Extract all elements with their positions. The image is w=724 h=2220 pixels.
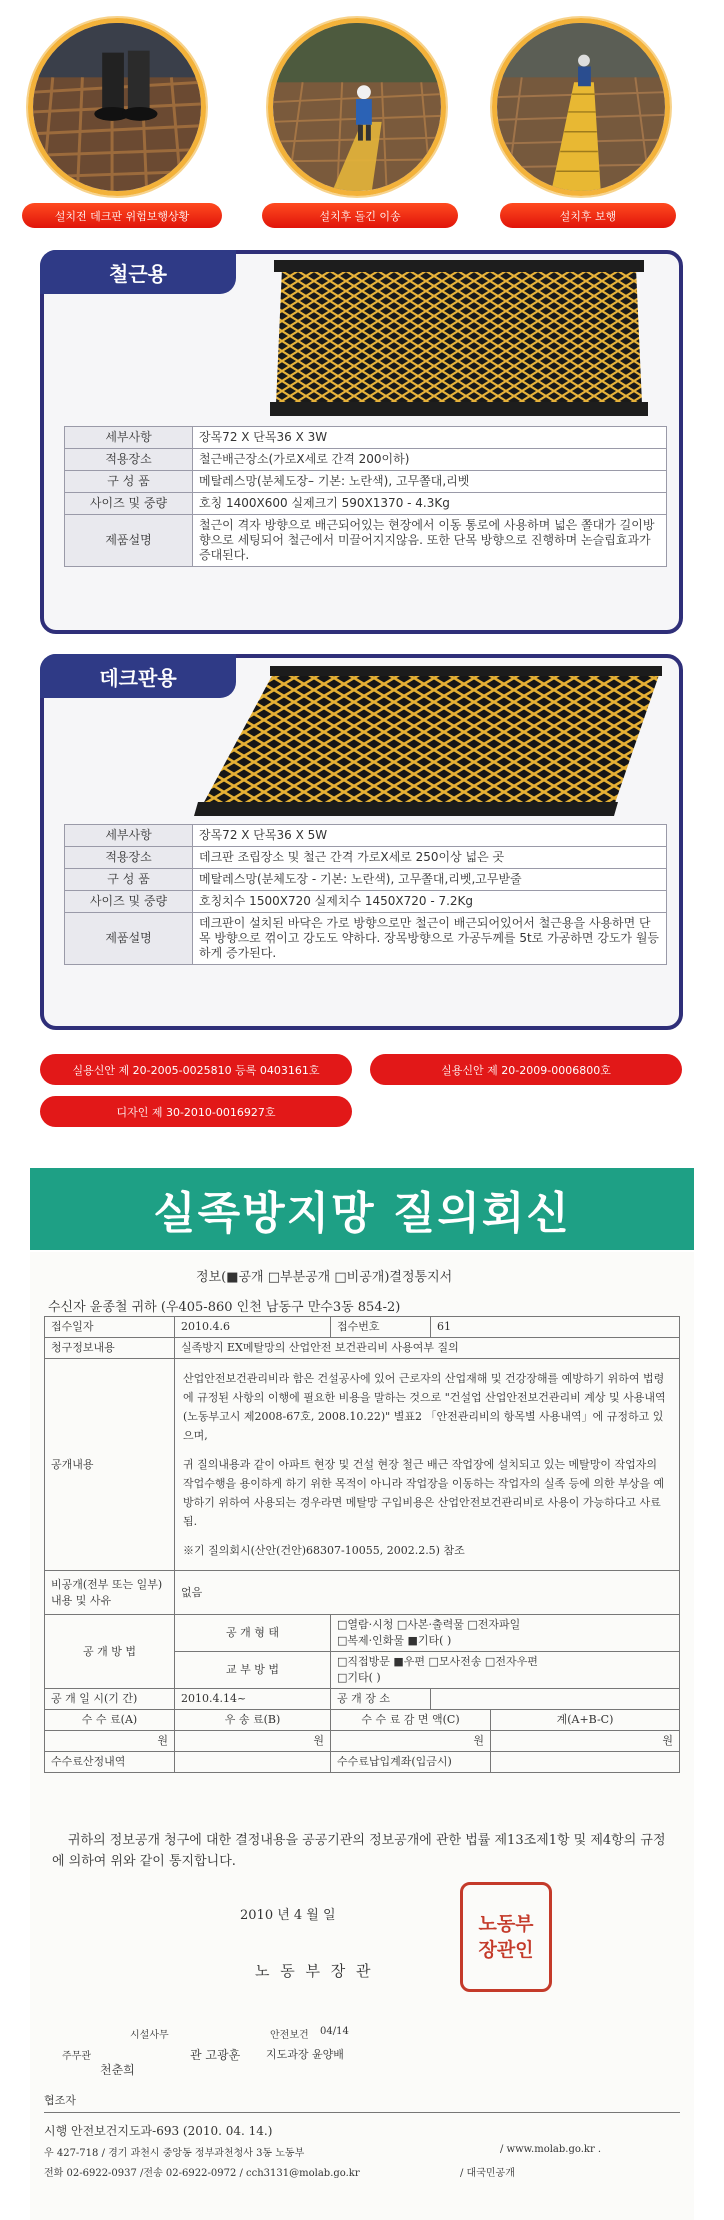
- notice-date: 2010 년 4 월 일: [240, 1908, 336, 1923]
- disclosure-note: ※기 질의회시(산안(건안)68307-10055, 2002.2.5) 참조: [183, 1544, 465, 1557]
- table-row: 사이즈 및 중량 호칭 1400X600 실제크기 590X1370 - 4.3Kg: [65, 493, 667, 515]
- patent-badge-utility-2: 실용신안 제 20-2009-0006800호: [370, 1054, 682, 1085]
- product-deck: [40, 654, 683, 1030]
- reviewer-name: 관 고광훈: [190, 2048, 241, 2062]
- installation-photos: [0, 0, 724, 232]
- doc-website: / www.molab.go.kr .: [500, 2144, 602, 2155]
- table-row: 접수일자 2010.4.6 접수번호 61: [45, 1317, 680, 1338]
- table-row: 제품설명 데크판이 설치된 바닥은 가로 방향으로만 철근이 배근되어있어서 철근용을 사용하면 단목 방향으로 꺾이고 강도도 약하다. 장목방향으로 가공두께를 5t로 가공하면 강도가 월등하게 증가된다.: [65, 913, 667, 965]
- caption-after: 설치후 보행: [500, 203, 676, 228]
- disclosure-paragraph-1: 산업안전보건관리비라 함은 건설공사에 있어 근로자의 산업재해 및 건강장해를 예방하기 위하여 법령에 규정된 사항의 이행에 필요한 비용을 말하는 것으로 "건설업 산업안전보건관리비 계상 및 사용내역(노동부고시 제2008-67호, 2008.10.22)" 별표2 「안전관리비의 항목별 사용내역」에 규정하고 있으며,: [183, 1372, 666, 1442]
- patent-badge-utility-1: 실용신안 제 20-2005-0025810 등록 0403161호: [40, 1054, 352, 1085]
- drafter-name: 천춘희: [100, 2063, 135, 2077]
- photo-before-install: [28, 18, 206, 196]
- form-title: 정보(■공개 □부분공개 □비공개)결정통지서: [196, 1270, 453, 1285]
- product-rebar-title: 철근용: [40, 250, 236, 294]
- approver-name: 지도과장 윤양배: [266, 2048, 344, 2061]
- walkway-photo: [497, 23, 665, 191]
- rebar-deck-photo: [33, 23, 201, 191]
- doc-section-header: 실족방지망 질의회신: [30, 1168, 694, 1250]
- photo-rebar-transport: [268, 18, 446, 196]
- table-row: 공 개 일 시(기 간) 2010.4.14~ 공 개 장 소: [45, 1689, 680, 1710]
- table-row: 공 개 방 법 공 개 형 태 □열람·시청 □사본·출력물 □전자파일 □복제·인화물 ■기타( ): [45, 1615, 680, 1652]
- table-row: 적용장소 철근배근장소(가로X세로 간격 200이하): [65, 449, 667, 471]
- divider: [44, 2112, 680, 2113]
- table-row: 수 수 료(A) 우 송 료(B) 수 수 료 감 면 액(C) 계(A+B-C): [45, 1710, 680, 1731]
- caption-before: 설치전 데크판 위험보행상황: [22, 203, 222, 228]
- table-row: 사이즈 및 중량 호칭치수 1500X720 실제치수 1450X720 - 7.2Kg: [65, 891, 667, 913]
- disclosure-paragraph-2: 귀 질의내용과 같이 아파트 현장 및 건설 현장 철근 배근 작업장에 설치되고 있는 메탈망이 작업자의 작업수행을 용이하게 하기 위한 목적이 아니라 작업장을 이동하는 작업자의 실족 등에 의한 부상을 예방하기 위하여 사용되는 경우라면 메탈망 구입비용은 산업안전보건관리비로 사용이 가능하다고 사료됨.: [183, 1458, 665, 1528]
- worker-carrying-photo: [273, 23, 441, 191]
- table-row: 제품설명 철근이 격자 방향으로 배근되어있는 현장에서 이동 통로에 사용하며 넓은 쫄대가 길이방향으로 세팅되어 철근에서 미끌어지지않음. 또한 단목 방향으로 진행하며 논슬립효과가 증대된다.: [65, 515, 667, 567]
- table-row: 공개내용 산업안전보건관리비라 함은 건설공사에 있어 근로자의 산업재해 및 건강장해를 예방하기 위하여 법령에 규정된 사항의 이행에 필요한 비용을 말하는 것으로 "건설업 산업안전보건관리비 계상 및 사용내역(노동부고시 제2008-67호, 2008.10.22)" 별표2 「안전관리비의 항목별 사용내역」에 규정하고 있으며, 귀 질의내용과 같이 아파트 현장 및 건설 현장 철근 배근 작업장에 설치되고 있는 메탈망이 작업자의 작업수행을 용이하게 하기 위한 목적이 아니라 작업장을 이동하는 작업자의 실족 등에 의한 부상을 예방하기 위하여 사용되는 경우라면 메탈망 구입비용은 산업안전보건관리비로 사용이 가능하다고 사료됨. ※기 질의회시(산안(건안)68307-10055, 2002.2.5) 참조: [45, 1359, 680, 1571]
- table-row: 구 성 품 메탈레스망(분체도장– 기본: 노란색), 고무쫄대,리벳: [65, 471, 667, 493]
- patent-badge-design: 디자인 제 30-2010-0016927호: [40, 1096, 352, 1127]
- table-row: 세부사항 장목72 X 단목36 X 3W: [65, 427, 667, 449]
- recipient: 수신자 윤종철 귀하 (우405-860 인천 남동구 만수3동 854-2): [48, 1300, 401, 1315]
- official-reply-document: 정보(■공개 □부분공개 □비공개)결정통지서 수신자 윤종철 귀하 (우405-860 인천 남동구 만수3동 854-2) 접수일자 2010.4.6 접수번호 61 청구정보내용 실족방지 EX메탈망의 산업안전 보건관리비 사용여부 질의 공개내용 산업안전보건관리비라 함은 건설공사에 있어 근로자의 산업재해 및 건강장해를 예방하기 위하여 법령에 규정된 사항의 이행에 필요한 비용을 말하는 것으로 "건설업 산업안전보건관리비 계상 및 사용내역(노동부고시 제2008-67호, 2008.10.22)" 별표2 「안전관리비의 항목별 사용내역」에 규정하고 있으며, 귀 질의내용과 같이 아파트 현장 및 건설 현장 철근 배근 작업장에 설치되고 있는 메탈망이 작업자의 작업수행을 용이하게 하기 위한 목적이 아니라 작업장을 이동하는 작업자의 실족 등에 의한 부상을 예방하기 위하여 사용되는 경우라면 메탈망 구입비용은 산업안전보건관리비로 사용이 가능하다고 사료됨. ※기 질의회시(산안(건안)68307-10055, 2002.2.5) 참조 비공개(전부 또는 일부) 내용 및 사유 없음 공 개 방 법 공 개 형 태 □열람·시청 □사본·출력물 □전자파일 □복제·인화물 ■기타( ) 교 부 방 법 □직접방문 ■우편 □모사전송 □전자우편 □기타( ) 공 개 일 시(기 간) 2010.4.14~ 공 개 장 소 수 수 료(A) 우 송 료(B) 수 수 료 감 면 액(C) 계(A+B-C) 원 원 원 원 수수료산정내역 수수료납입계좌(입금시) 귀하의 정보공개 청구에 대한 결정내용을 공공기관의 정보공개에 관한 법률 제13조제1항 및 제4항의 규정에 의하여 위와 같이 통지합니다. 2010 년 4 월 일 노 동 부 장 관 노동부장관인 시설사무 안전보건 04/14 주무관 천춘희 관 고광훈 지도과장 윤양배 협조자 시행 안전보건지도과-693 (2010. 04. 14.) 우 427-718 / 경기 과천시 중앙동 정부과천청사 3동 노동부 / www.molab.go.kr . 전화 02-6922-0937 /전송 02-6922-0972 / cch3131@molab.go.kr / 대국민공개: [30, 1252, 694, 2220]
- table-row: 세부사항 장목72 X 단목36 X 5W: [65, 825, 667, 847]
- product-rebar: [40, 250, 683, 634]
- product-deck-title: 데크판용: [40, 654, 236, 698]
- doc-reference: 시행 안전보건지도과-693 (2010. 04. 14.): [44, 2124, 273, 2138]
- product-rebar-spec-table: [64, 426, 667, 567]
- doc-address: 우 427-718 / 경기 과천시 중앙동 정부과천청사 3동 노동부: [44, 2148, 305, 2159]
- table-row: 교 부 방 법 □직접방문 ■우편 □모사전송 □전자우편 □기타( ): [45, 1652, 680, 1689]
- table-row: 비공개(전부 또는 일부) 내용 및 사유 없음: [45, 1571, 680, 1615]
- table-row: 적용장소 데크판 조립장소 및 철근 간격 가로X세로 250이상 넓은 곳: [65, 847, 667, 869]
- deck-mesh-image: [194, 660, 664, 820]
- photo-after-install-walk: [492, 18, 670, 196]
- table-row: 수수료산정내역 수수료납입계좌(입금시): [45, 1752, 680, 1773]
- official-seal: [460, 1882, 552, 1992]
- seal-text: 노동부장관인: [478, 1913, 534, 1961]
- table-row: 원 원 원 원: [45, 1731, 680, 1752]
- decision-table: [44, 1316, 680, 1773]
- table-row: 구 성 품 메탈레스망(분체도장 - 기본: 노란색), 고무쫄대,리벳,고무받줄: [65, 869, 667, 891]
- table-row: 청구정보내용 실족방지 EX메탈망의 산업안전 보건관리비 사용여부 질의: [45, 1338, 680, 1359]
- notice-body: 귀하의 정보공개 청구에 대한 결정내용을 공공기관의 정보공개에 관한 법률 제13조제1항 및 제4항의 규정에 의하여 위와 같이 통지합니다.: [52, 1833, 666, 1869]
- caption-transport: 설치후 돌긴 이송: [262, 203, 458, 228]
- product-deck-spec-table: [64, 824, 667, 965]
- rebar-mesh-image: [266, 256, 652, 422]
- doc-phone: 전화 02-6922-0937 /전송 02-6922-0972 / cch3131@molab.go.kr: [44, 2168, 360, 2179]
- doc-public: / 대국민공개: [460, 2168, 515, 2179]
- issuer: 노 동 부 장 관: [255, 1962, 374, 1980]
